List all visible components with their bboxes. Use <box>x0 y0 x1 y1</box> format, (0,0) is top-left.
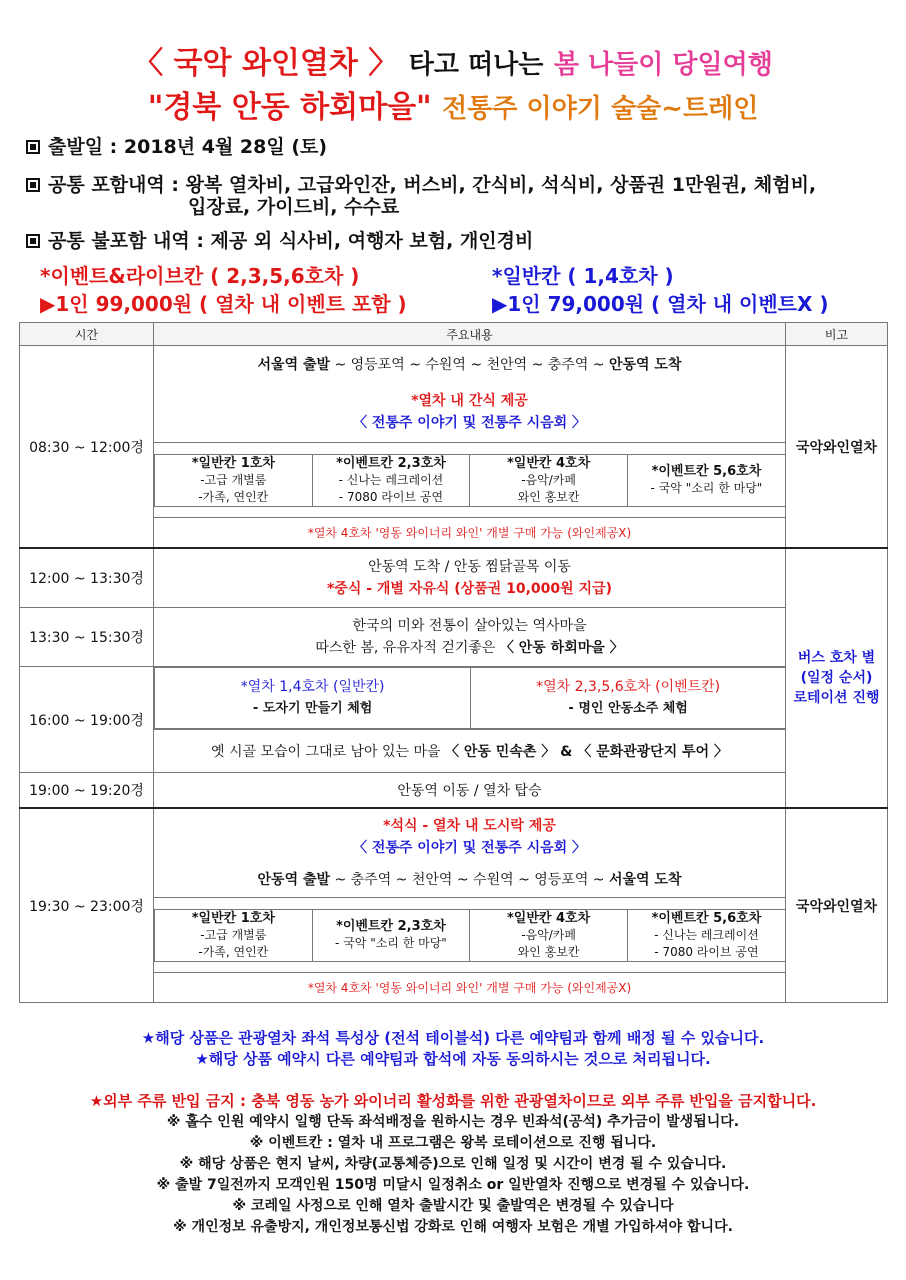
title-line-1 <box>0 42 906 87</box>
table-row <box>20 808 888 898</box>
table-row <box>20 773 888 809</box>
wine-note: *열차 4호차 '영동 와이너리 와인' 개별 구매 가능 (와인제공X) <box>154 973 786 1003</box>
header-content: 주요내용 <box>154 323 786 346</box>
title-train-name: 〈 국악 와인열차 〉 <box>133 46 399 81</box>
title-subtitle: 전통주 이야기 술술~트레인 <box>442 94 759 124</box>
table-row <box>20 608 888 667</box>
cars-cell <box>154 443 786 518</box>
car-item: *일반칸 1호차 -고급 개별룸 -가족, 연인칸 <box>155 454 313 506</box>
car-item: *일반칸 4호차 -음악/카페 와인 홍보칸 <box>470 909 628 961</box>
tasting-note: 〈 전통주 이야기 및 전통주 시음회 〉 <box>352 840 587 856</box>
time-cell: 12:00 ~ 13:30경 <box>20 548 154 608</box>
remark-cell: 국악와인열차 <box>786 808 888 1003</box>
notice-schedule-change: ※ 해당 상품은 현지 날씨, 차량(교통체증)으로 인해 일정 및 시간이 변경 될 수 있습니다. <box>179 1156 727 1172</box>
car-item: *이벤트칸 2,3호차 - 신나는 레크레이션 - 7080 라이브 공연 <box>312 454 470 506</box>
excluded-items: 공통 불포함 내역 : 제공 외 식사비, 여행자 보험, 개인경비 <box>26 228 533 254</box>
time-cell: 19:00 ~ 19:20경 <box>20 773 154 809</box>
route-line: 안동역 출발 ~ 충주역 ~ 천안역 ~ 수원역 ~ 영등포역 ~ 서울역 도착 <box>257 872 682 888</box>
notice-minimum-people: ※ 출발 7일전까지 모객인원 150명 미달시 일정취소 or 일반열차 진행으로 변경될 수 있습니다. <box>156 1177 750 1193</box>
table-row <box>20 667 888 730</box>
schedule-table <box>19 322 888 1003</box>
tasting-note: 〈 전통주 이야기 및 전통주 시음회 〉 <box>352 415 587 431</box>
lunch-note: *중식 - 개별 자유식 (상품권 10,000원 지급) <box>326 581 612 597</box>
table-row <box>20 548 888 608</box>
content-cell <box>154 808 786 898</box>
square-bullet-icon <box>26 140 40 154</box>
content-cell: 안동역 도착 / 안동 찜닭골목 이동 *중식 - 개별 자유식 (상품권 10,000원 지급) <box>154 548 786 608</box>
car-item: *일반칸 4호차 -음악/카페 와인 홍보칸 <box>470 454 628 506</box>
notice-no-outside-alcohol: ★외부 주류 반입 금지 : 충북 영동 농가 와이너리 활성화를 위한 관광열차이므로 외부 주류 반입을 금지합니다. <box>89 1092 817 1110</box>
event-car-label: *이벤트&라이브칸 ( 2,3,5,6호차 ) <box>40 264 360 288</box>
car-item: *일반칸 1호차 -고급 개별룸 -가족, 연인칸 <box>155 909 313 961</box>
dinner-note: *석식 - 열차 내 도시락 제공 <box>383 818 556 834</box>
table-row <box>20 346 888 443</box>
general-car-price: ▶1인 79,000원 ( 열차 내 이벤트X ) <box>492 292 829 316</box>
content-cell: 한국의 미와 전통이 살아있는 역사마을 따스한 봄, 유유자적 걷기좋은 〈 안동 하회마을 〉 <box>154 608 786 667</box>
car-list <box>154 909 785 962</box>
event-car-price: ▶1인 99,000원 ( 열차 내 이벤트 포함 ) <box>40 292 407 316</box>
title-connector: 타고 떠나는 <box>408 50 544 80</box>
car-item: *이벤트칸 5,6호차 - 신나는 레크레이션 - 7080 라이브 공연 <box>627 909 785 961</box>
general-car-experience: *열차 1,4호차 (일반칸) - 도자기 만들기 체험 <box>155 668 471 729</box>
snack-note: *열차 내 간식 제공 <box>411 393 528 409</box>
square-bullet-icon <box>26 234 40 248</box>
departure-date: 출발일 : 2018년 4월 28일 (토) <box>26 134 327 160</box>
notice-korail: ※ 코레일 사정으로 인해 열차 출발시간 및 출발역은 변경될 수 있습니다 <box>232 1198 674 1214</box>
notice-auto-consent: ★해당 상품 예약시 다른 예약팀과 합석에 자동 동의하시는 것으로 처리됩니다. <box>195 1050 711 1068</box>
car-list <box>154 454 785 507</box>
wine-note: *열차 4호차 '영동 와이너리 와인' 개별 구매 가능 (와인제공X) <box>154 518 786 549</box>
route-line: 서울역 출발 ~ 영등포역 ~ 수원역 ~ 천안역 ~ 충주역 ~ 안동역 도착 <box>257 357 682 373</box>
header-time: 시간 <box>20 323 154 346</box>
time-cell: 16:00 ~ 19:00경 <box>20 667 154 773</box>
notice-seat-sharing: ★해당 상품은 관광열차 좌석 특성상 (전석 테이블석) 다른 예약팀과 함께 배정 될 수 있습니다. <box>141 1029 765 1047</box>
event-car-experience: *열차 2,3,5,6호차 (이벤트칸) - 명인 안동소주 체험 <box>471 668 785 729</box>
car-item: *이벤트칸 2,3호차 - 국악 "소리 한 마당" <box>312 909 470 961</box>
title-destination: "경북 안동 하회마을" <box>147 90 432 125</box>
included-items-cont: 입장료, 가이드비, 수수료 <box>188 196 400 218</box>
remark-cell: 국악와인열차 <box>786 346 888 549</box>
header-remark: 비고 <box>786 323 888 346</box>
experience-cell <box>154 667 786 730</box>
title-spring-trip: 봄 나들이 당일여행 <box>553 50 773 80</box>
content-cell <box>154 346 786 443</box>
square-bullet-icon <box>26 178 40 192</box>
cars-cell <box>154 898 786 973</box>
notice-insurance: ※ 개인정보 유출방지, 개인정보통신법 강화로 인해 여행자 보험은 개별 가입하셔야 합니다. <box>173 1219 733 1235</box>
general-car-label: *일반칸 ( 1,4호차 ) <box>492 264 674 288</box>
content-cell: 옛 시골 모습이 그대로 남아 있는 마을 〈 안동 민속촌 〉 & 〈 문화관광단지 투어 〉 <box>154 730 786 773</box>
car-item: *이벤트칸 5,6호차 - 국악 "소리 한 마당" <box>627 454 785 506</box>
time-cell: 13:30 ~ 15:30경 <box>20 608 154 667</box>
time-cell: 19:30 ~ 23:00경 <box>20 808 154 1003</box>
content-cell: 안동역 이동 / 열차 탑승 <box>154 773 786 809</box>
included-items: 공통 포함내역 : 왕복 열차비, 고급와인잔, 버스비, 간식비, 석식비, 상품권 1만원권, 체험비, <box>26 172 816 198</box>
title-line-2 <box>0 86 906 131</box>
time-cell: 08:30 ~ 12:00경 <box>20 346 154 549</box>
bus-rotation-remark: 버스 호차 별 (일정 순서) 로테이션 진행 <box>786 548 888 808</box>
notice-odd-number: ※ 홀수 인원 예약시 일행 단독 좌석배정을 원하시는 경우 빈좌석(공석) 추가금이 발생됩니다. <box>166 1114 740 1130</box>
notice-event-rotation: ※ 이벤트칸 : 열차 내 프로그램은 왕복 로테이션으로 진행 됩니다. <box>249 1135 657 1151</box>
